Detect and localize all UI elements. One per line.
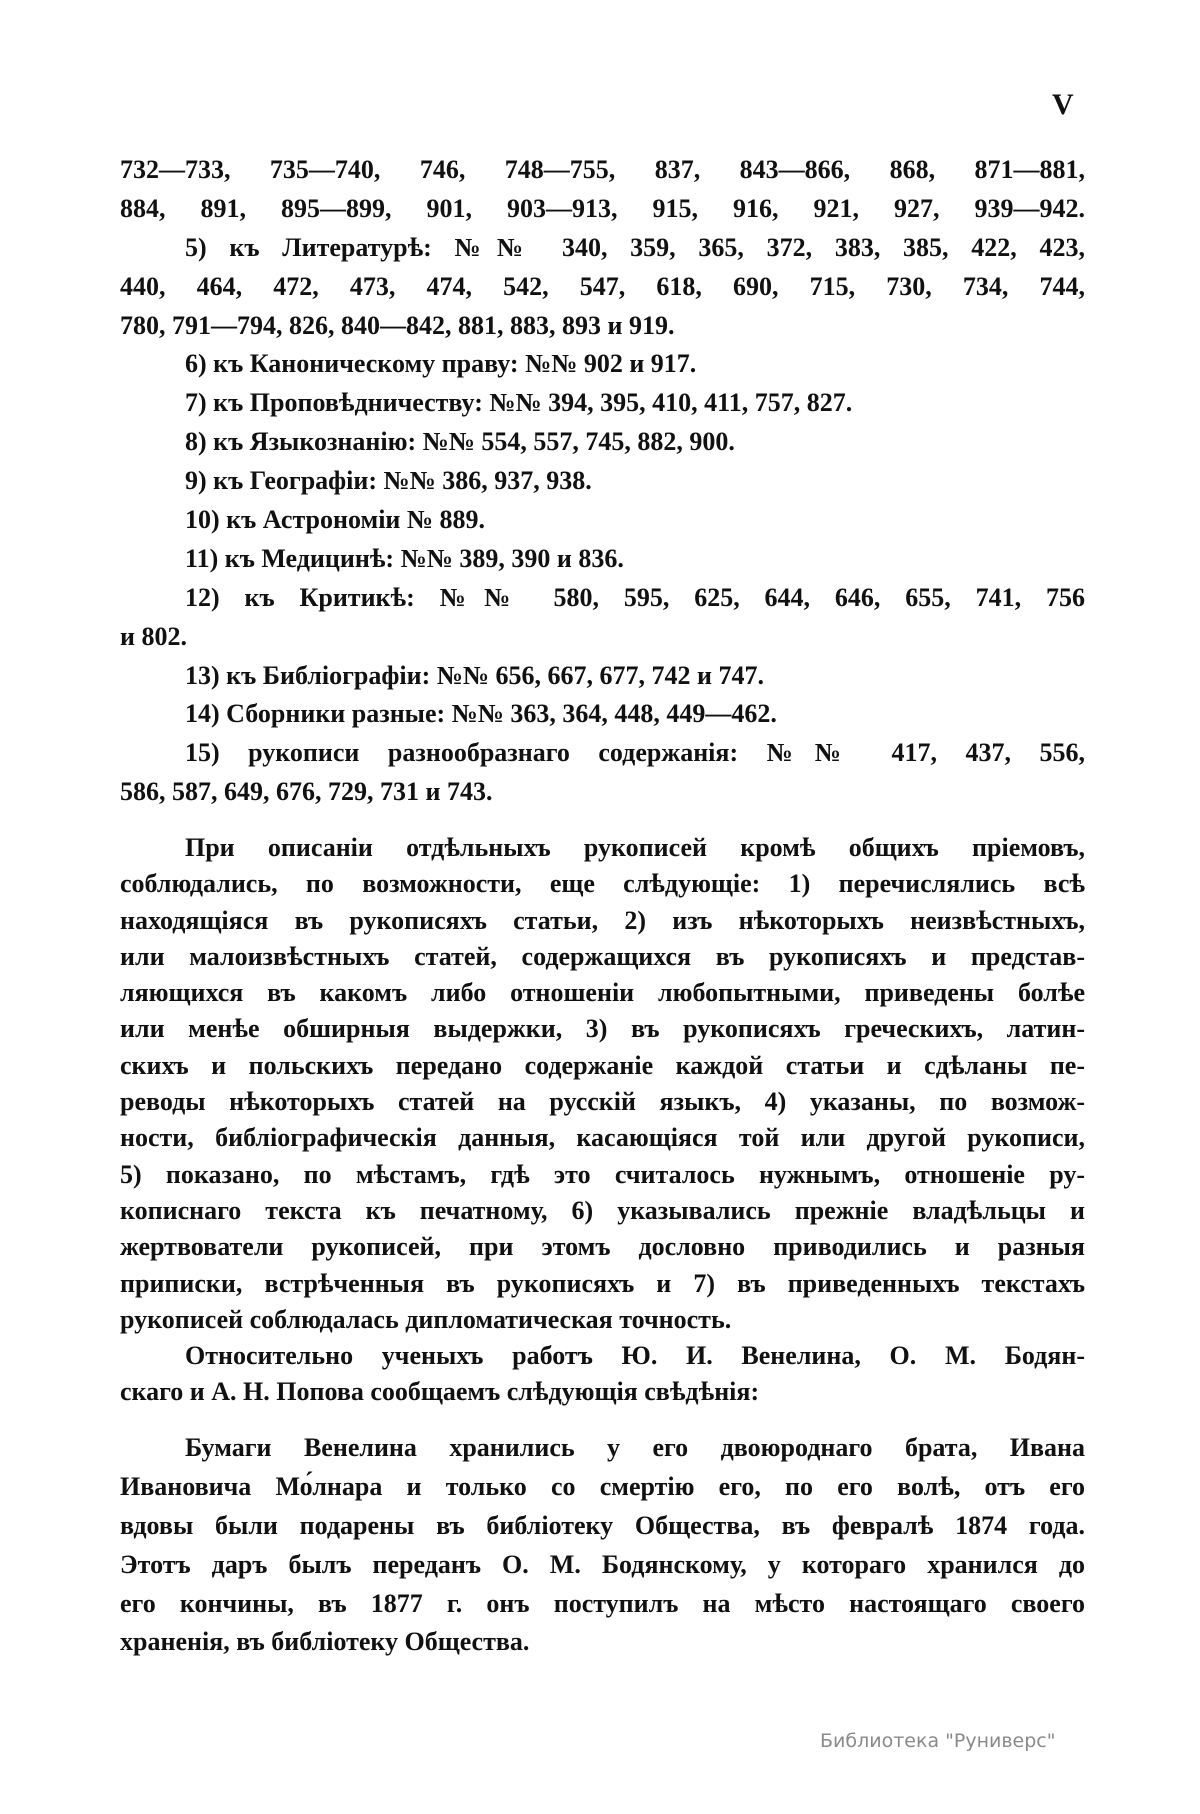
text-line: 5) къ Литературѣ: №№ 340, 359, 365, 372, 383, 385, 422, 423, xyxy=(185,232,1085,262)
text-line: его кончины, въ 1877 г. онъ поступилъ на мѣсто настоящаго своего xyxy=(120,1588,1085,1618)
text-line: 13) къ Библіографіи: №№ 656, 667, 677, 742 и 747. xyxy=(185,660,764,690)
text-line: 6) къ Каноническому праву: №№ 902 и 917. xyxy=(185,349,697,379)
text-line: 15) рукописи разнообразнаго содержанія: №№ 417, 437, 556, xyxy=(185,738,1085,768)
text-line: 732—733, 735—740, 746, 748—755, 837, 843—866, 868, 871—881, xyxy=(120,155,1085,184)
text-line: или малоизвѣстныхъ статей, содержащихся въ рукописяхъ и представ- xyxy=(120,941,1085,971)
text-line: Этотъ даръ былъ переданъ О. М. Бодянскому, у котораго хранился до xyxy=(120,1549,1085,1579)
library-watermark: Библиотека "Руниверс" xyxy=(820,1730,1056,1752)
text-line: 14) Сборники разные: №№ 363, 364, 448, 449—462. xyxy=(185,699,777,729)
text-line: жертвователи рукописей, при этомъ дословно приводились и разныя xyxy=(120,1232,1085,1262)
text-line: кописнаго текста къ печатному, 6) указывались прежніе владѣльцы и xyxy=(120,1195,1085,1225)
text-line: 780, 791—794, 826, 840—842, 881, 883, 893 и 919. xyxy=(120,310,675,340)
text-line: приписки, встрѣченныя въ рукописяхъ и 7) въ приведенныхъ текстахъ xyxy=(120,1268,1085,1298)
text-line: скаго и А. Н. Попова сообщаемъ слѣдующія свѣдѣнія: xyxy=(120,1377,760,1407)
text-line: рукописей соблюдалась дипломатическая точность. xyxy=(120,1304,732,1334)
text-line: ности, библіографическія данныя, касающіяся той или другой рукописи, xyxy=(120,1123,1085,1153)
venelin-papers-paragraph xyxy=(120,1429,1085,1662)
text-line: 5) показано, по мѣстамъ, гдѣ это считалось нужнымъ, отношеніе ру- xyxy=(120,1159,1085,1189)
text-line: Ивановича Мо́лнара и только со смертію его, по его волѣ, отъ его xyxy=(120,1471,1085,1501)
text-line: 9) къ Географіи: №№ 386, 937, 938. xyxy=(185,466,592,496)
text-line: ляющихся въ какомъ либо отношеніи любопытными, приведены болѣе xyxy=(120,978,1085,1008)
text-line: находящіяся въ рукописяхъ статьи, 2) изъ нѣкоторыхъ неизвѣстныхъ, xyxy=(120,905,1085,935)
text-line: 884, 891, 895—899, 901, 903—913, 915, 916, 921, 927, 939—942. xyxy=(120,193,1085,223)
text-line: 8) къ Языкознанію: №№ 554, 557, 745, 882, 900. xyxy=(185,427,735,457)
text-line: Относительно ученыхъ работъ Ю. И. Венелина, О. М. Бодян- xyxy=(185,1341,1085,1371)
page-number: V xyxy=(1052,88,1074,121)
text-line: 12) къ Критикѣ: №№ 580, 595, 625, 644, 646, 655, 741, 756 xyxy=(185,582,1085,612)
text-line: храненія, въ библіотеку Общества. xyxy=(120,1627,530,1657)
text-line: 440, 464, 472, 473, 474, 542, 547, 618, 690, 715, 730, 734, 744, xyxy=(120,271,1085,301)
text-line: 11) къ Медицинѣ: №№ 389, 390 и 836. xyxy=(185,543,624,573)
text-line: или менѣе обширныя выдержки, 3) въ рукописяхъ греческихъ, латин- xyxy=(120,1014,1085,1044)
subject-index-list xyxy=(120,151,1085,812)
text-line: При описаніи отдѣльныхъ рукописей кромѣ общихъ пріемовъ, xyxy=(185,833,1085,862)
text-line: реводы нѣкоторыхъ статей на русскій языкъ, 4) указаны, по возмож- xyxy=(120,1087,1085,1117)
text-line: Бумаги Венелина хранились у его двоюроднаго брата, Ивана xyxy=(185,1433,1085,1462)
text-line: 10) къ Астрономіи № 889. xyxy=(185,505,486,535)
text-line: и 802. xyxy=(120,621,187,651)
text-line: 586, 587, 649, 676, 729, 731 и 743. xyxy=(120,777,493,807)
text-line: вдовы были подарены въ библіотеку Общества, въ февралѣ 1874 года. xyxy=(120,1510,1085,1540)
text-line: соблюдались, по возможности, еще слѣдующіе: 1) перечислялись всѣ xyxy=(120,869,1085,899)
description-methods-paragraph xyxy=(120,830,1085,1411)
text-line: скихъ и польскихъ передано содержаніе каждой статьи и сдѣланы пе- xyxy=(120,1050,1085,1080)
text-line: 7) къ Проповѣдничеству: №№ 394, 395, 410, 411, 757, 827. xyxy=(185,388,853,418)
